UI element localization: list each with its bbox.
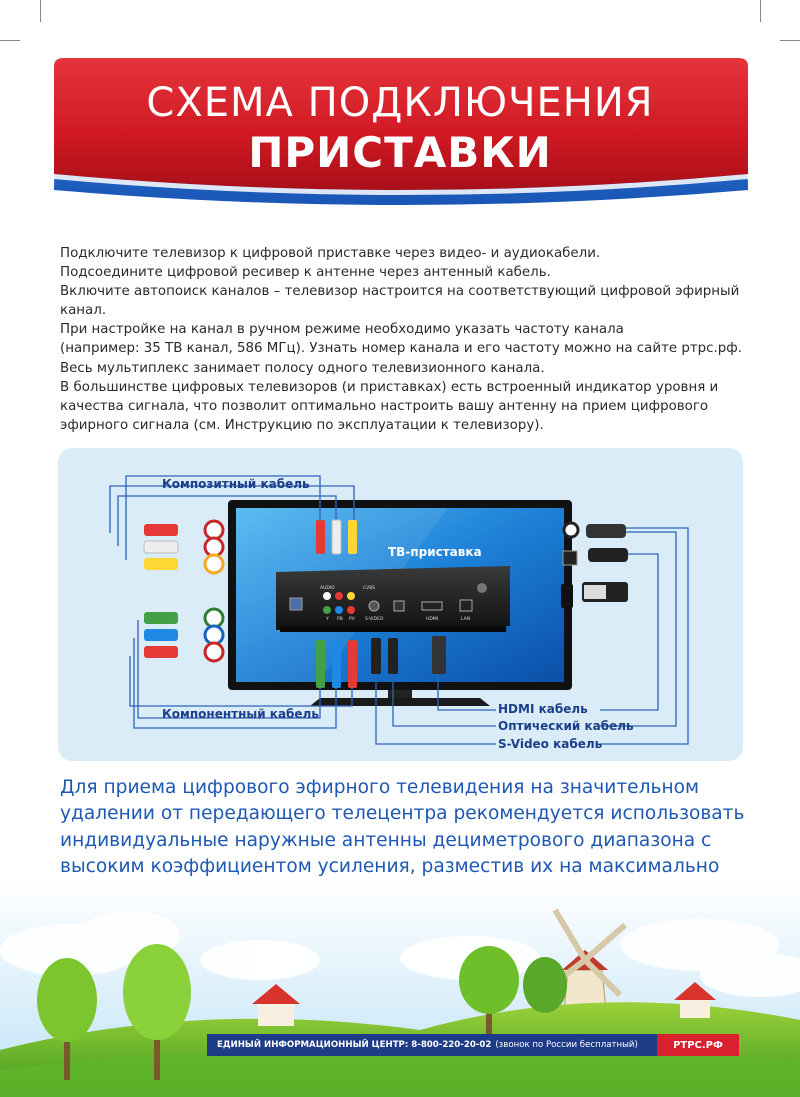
intro-line: Включите автопоиск каналов – телевизор настроится на соответствующий цифровой эфирный (60, 284, 740, 300)
composite-plugs (144, 521, 223, 573)
crop-mark (780, 40, 800, 41)
port-label-y: Y (326, 617, 329, 622)
intro-text (60, 244, 750, 435)
recommendation-line: Для приема цифрового эфирного телевидения на значительном (60, 777, 700, 798)
intro-line: канал. (60, 303, 107, 319)
port-label-pr: PV (349, 617, 355, 622)
intro-line: Подключите телевизор к цифровой приставке через видео- и аудиокабели. (60, 246, 601, 261)
info-center-phone: ЕДИНЫЙ ИНФОРМАЦИОННЫЙ ЦЕНТР: 8-800-220-20-02 (217, 1040, 492, 1050)
info-center-note: (звонок по России бесплатный) (495, 1040, 638, 1050)
port-label-pb: PB (337, 617, 343, 622)
site-link[interactable]: РТРС.РФ (657, 1034, 739, 1056)
landscape-illustration (0, 880, 800, 1097)
intro-line: При настройке на канал в ручном режиме необходимо указать частоту канала (60, 322, 624, 338)
connection-diagram (58, 448, 743, 761)
recommendation-line: высоким коэффициентом усиления, разместив их на максимально (60, 856, 720, 878)
component-plugs (144, 609, 223, 661)
intro-line: эфирного сигнала (см. Инструкцию по эксплуатации к телевизору). (60, 417, 544, 433)
landscape-drawing (0, 880, 800, 1097)
crop-mark (40, 0, 41, 22)
recommendation-line: удалении от передающего телецентра рекомендуется использовать (60, 803, 745, 825)
component-cable-label: Компонентный кабель (162, 707, 319, 721)
port-label-audio: AUDIO (320, 586, 335, 591)
crop-mark (0, 40, 20, 41)
crop-mark (760, 0, 761, 22)
intro-line: В большинстве цифровых телевизоров (и приставках) есть встроенный индикатор уровня и (60, 379, 719, 395)
composite-cable-label: Композитный кабель (162, 477, 310, 491)
title-line-1: СХЕМА ПОДКЛЮЧЕНИЯ (146, 80, 654, 126)
intro-line: Подсоедините цифровой ресивер к антенне через антенный кабель. (60, 265, 551, 281)
stb-top-plugs (316, 520, 357, 554)
intro-line: Весь мультиплекс занимает полосу одного телевизионного канала. (60, 360, 545, 376)
info-center-bar (207, 1034, 657, 1056)
recommendation-line: индивидуальные наружные антенны дециметрового диапазона с (60, 829, 712, 851)
port-label-hdmi: HDMI (426, 617, 439, 622)
footer-bar (207, 1034, 739, 1056)
set-top-box (276, 566, 510, 632)
intro-line: (например: 35 ТВ канал, 586 МГц). Узнать номер канала и его частоту можно на сайте ртрс.рф. (60, 341, 742, 357)
diagram-drawing (58, 448, 743, 761)
title-line-2: ПРИСТАВКИ (248, 128, 552, 177)
right-connectors (561, 523, 628, 608)
optical-cable-label: Оптический кабель (498, 719, 634, 733)
intro-line: качества сигнала, что позволит оптимально настроить вашу антенну на прием цифрового (60, 398, 709, 414)
hdmi-cable-label: HDMI кабель (498, 702, 588, 716)
port-label-cvbs: CVBS (363, 586, 376, 591)
stb-label: ТВ-приставка (388, 545, 482, 559)
port-label-svideo: S-VIDEO (365, 617, 384, 622)
svideo-cable-label: S-Video кабель (498, 737, 603, 751)
port-label-lan: LAN (461, 617, 471, 622)
